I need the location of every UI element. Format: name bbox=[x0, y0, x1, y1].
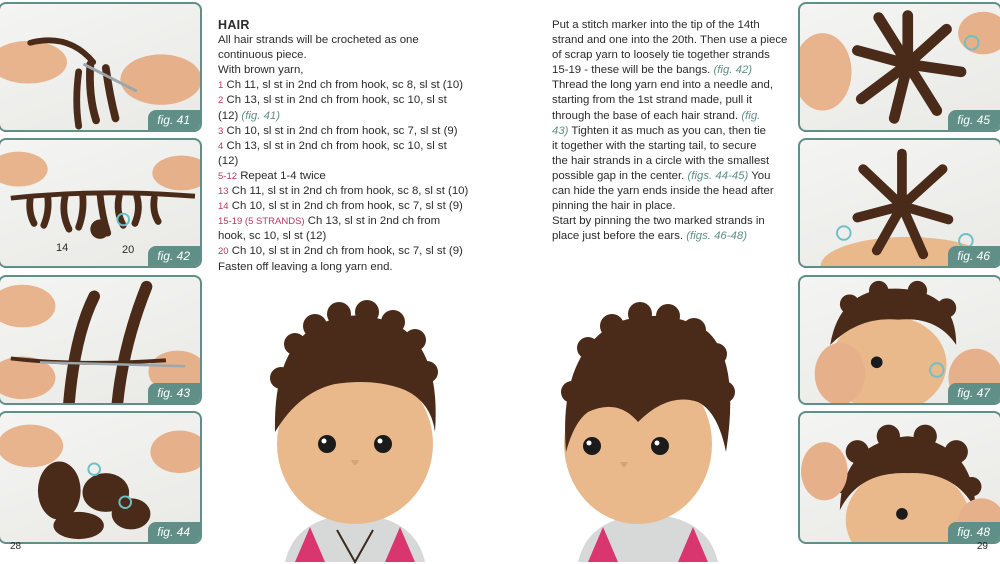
figure-45-photo bbox=[798, 2, 1000, 132]
line-text: the hair strands in a circle with the smallest bbox=[552, 154, 770, 167]
strand-marker-20: 20 bbox=[122, 244, 135, 256]
row-number: 1 bbox=[218, 80, 224, 92]
body-line bbox=[552, 229, 792, 244]
pattern-row bbox=[218, 244, 508, 259]
line-text: Start by pinning the two marked strands in bbox=[552, 215, 765, 228]
figure-reference: 43) bbox=[552, 124, 569, 137]
row-text: (12) bbox=[218, 109, 242, 122]
body-line bbox=[552, 93, 792, 108]
row-text: Repeat 1-4 twice bbox=[240, 169, 326, 182]
figure-42-photo bbox=[0, 138, 202, 268]
figure-reference: (figs. 44-45) bbox=[687, 169, 749, 182]
page-number-left: 28 bbox=[10, 541, 22, 552]
figure-label: fig. 48 bbox=[948, 522, 1000, 542]
body-line bbox=[552, 199, 792, 214]
intro-line: All hair strands will be crocheted as one bbox=[218, 34, 419, 47]
body-line bbox=[552, 214, 792, 229]
body-line bbox=[552, 63, 792, 78]
body-line bbox=[552, 109, 792, 124]
figure-43-photo bbox=[0, 275, 202, 405]
figure-label: fig. 47 bbox=[948, 383, 1000, 403]
body-line bbox=[552, 48, 792, 63]
figure-reference: (figs. 46-48) bbox=[686, 230, 748, 243]
line-text: You bbox=[748, 169, 771, 182]
figure-label: fig. 44 bbox=[148, 522, 200, 542]
figure-label: fig. 41 bbox=[148, 110, 200, 130]
row-number: 20 bbox=[218, 246, 229, 258]
right-text-column bbox=[552, 18, 792, 244]
row-text: (12) bbox=[218, 154, 239, 167]
line-text: 15-19 - these will be the bangs. bbox=[552, 64, 714, 77]
page-number-right: 29 bbox=[976, 541, 988, 552]
row-text: Ch 11, sl st in 2nd ch from hook, sc 8, sl st (10) bbox=[226, 79, 464, 92]
row-text: Ch 13, sl st in 2nd ch from bbox=[307, 215, 441, 228]
figure-label: fig. 45 bbox=[948, 110, 1000, 130]
intro-line: With brown yarn, bbox=[218, 64, 304, 77]
outro-line: Fasten off leaving a long yarn end. bbox=[218, 260, 393, 273]
doll-front-illustration bbox=[255, 300, 455, 564]
row-text: Ch 10, sl st in 2nd ch from hook, sc 7, sl st (9) bbox=[231, 245, 463, 258]
figure-label: fig. 42 bbox=[148, 246, 200, 266]
pattern-row bbox=[218, 124, 508, 139]
line-text: starting from the 1st strand made, pull it bbox=[552, 94, 753, 107]
line-text: it together with the starting tail, to secure bbox=[552, 139, 757, 152]
line-text: pinning the hair in place. bbox=[552, 200, 676, 213]
line-text: strand and one into the 20th. Then use a piece bbox=[552, 34, 788, 47]
row-number: 4 bbox=[218, 140, 224, 152]
body-line bbox=[552, 169, 792, 184]
section-heading: HAIR bbox=[218, 18, 250, 32]
pattern-row bbox=[218, 199, 508, 214]
body-line bbox=[552, 18, 792, 33]
strand-marker-14: 14 bbox=[56, 242, 69, 254]
line-text: possible gap in the center. bbox=[552, 169, 688, 182]
body-line bbox=[552, 33, 792, 48]
body-line bbox=[552, 139, 792, 154]
doll-side-illustration bbox=[548, 300, 748, 564]
line-text: through the base of each hair strand. bbox=[552, 109, 742, 122]
pattern-row bbox=[218, 229, 508, 244]
body-line bbox=[552, 78, 792, 93]
line-text: Thread the long yarn end into a needle and, bbox=[552, 79, 774, 92]
figure-41-photo bbox=[0, 2, 202, 132]
figure-reference: (fig. 41) bbox=[241, 109, 281, 122]
figure-label: fig. 46 bbox=[948, 246, 1000, 266]
figure-47-photo bbox=[798, 275, 1000, 405]
row-text: hook, sc 10, sl st (12) bbox=[218, 230, 327, 243]
line-text: can hide the yarn ends inside the head after bbox=[552, 185, 774, 198]
row-text: Ch 10, sl st in 2nd ch from hook, sc 7, sl st (9) bbox=[226, 124, 458, 137]
pattern-row bbox=[218, 169, 508, 184]
row-number: 13 bbox=[218, 186, 229, 198]
pattern-row bbox=[218, 184, 508, 199]
row-number: 2 bbox=[218, 95, 224, 107]
left-text-column bbox=[218, 18, 508, 275]
row-number: 14 bbox=[218, 201, 229, 213]
row-text: Ch 13, sl st in 2nd ch from hook, sc 10, sl st bbox=[226, 94, 447, 107]
row-number: 15-19 (5 STRANDS) bbox=[218, 216, 305, 228]
body-line bbox=[552, 124, 792, 139]
figure-label: fig. 43 bbox=[148, 383, 200, 403]
body-line bbox=[552, 184, 792, 199]
figure-reference: (fig. bbox=[741, 109, 761, 122]
intro-line: continuous piece. bbox=[218, 49, 307, 62]
row-text: Ch 10, sl st in 2nd ch from hook, sc 7, sl st (9) bbox=[231, 200, 463, 213]
line-text: Put a stitch marker into the tip of the 14th bbox=[552, 19, 760, 31]
pattern-row bbox=[218, 109, 508, 124]
line-text: place just before the ears. bbox=[552, 230, 687, 243]
pattern-row bbox=[218, 78, 508, 93]
row-number: 5-12 bbox=[218, 170, 238, 182]
pattern-row bbox=[218, 154, 508, 169]
figure-reference: (fig. 42) bbox=[713, 64, 753, 77]
line-text: of scrap yarn to loosely tie together strands bbox=[552, 49, 770, 62]
body-line bbox=[552, 154, 792, 169]
figure-44-photo bbox=[0, 411, 202, 544]
pattern-row bbox=[218, 139, 508, 154]
line-text: Tighten it as much as you can, then tie bbox=[568, 124, 767, 137]
row-number: 3 bbox=[218, 125, 224, 137]
pattern-row bbox=[218, 93, 508, 108]
figure-48-photo bbox=[798, 411, 1000, 544]
row-text: Ch 13, sl st in 2nd ch from hook, sc 10, sl st bbox=[226, 139, 447, 152]
figure-46-photo bbox=[798, 138, 1000, 268]
row-text: Ch 11, sl st in 2nd ch from hook, sc 8, sl st (10) bbox=[231, 185, 469, 198]
pattern-row bbox=[218, 214, 508, 229]
